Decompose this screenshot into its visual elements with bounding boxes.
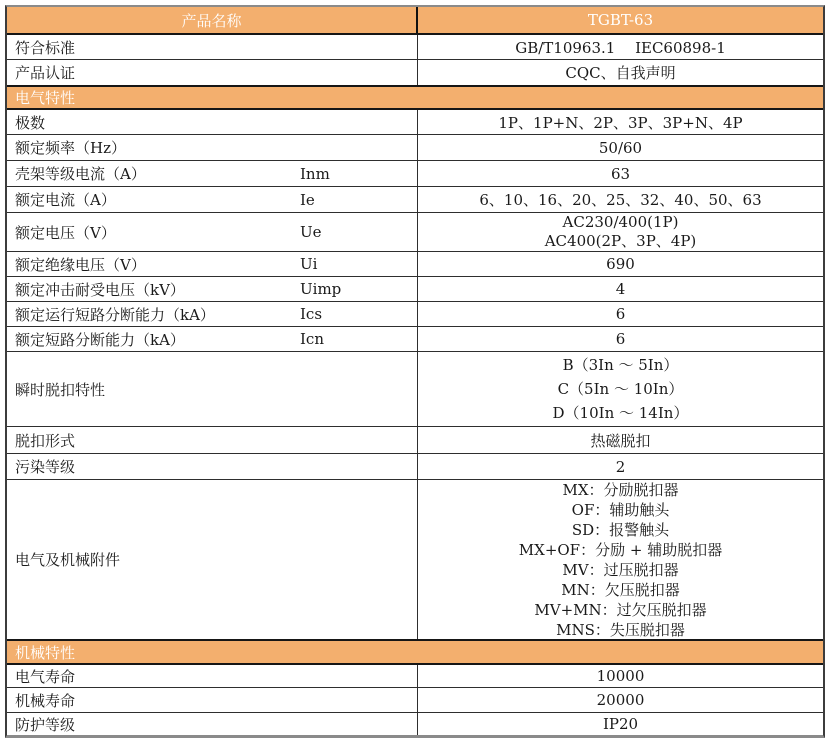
row-symbol: Ue [300,223,322,241]
row-value: 690 [606,255,635,273]
table-row [7,160,823,186]
row-label-cell [7,352,418,426]
table-row [7,326,823,351]
row-value-cell [418,688,823,712]
row-value-cell [418,35,823,59]
header-label-cell [7,7,418,33]
table-row [7,351,823,426]
row-label-cell [7,35,418,59]
row-value: 50/60 [598,138,643,157]
row-value: 6、10、16、20、25、32、40、50、63 [479,191,762,209]
table-row [7,712,823,735]
row-value-cell [418,327,823,351]
table-row [7,426,823,453]
section-title: 电气特性 [15,89,76,107]
row-value-cell [418,302,823,326]
row-value-cell [418,213,823,251]
table-row [7,479,823,639]
table-row [7,663,823,687]
row-value-line: MV+MN：过欠压脱扣器 [534,600,707,619]
table-row [7,212,823,251]
row-value-line: D（10In ～ 14In） [552,404,689,422]
row-value-line: MNS：失压脱扣器 [556,620,685,639]
row-label-cell [7,427,418,453]
row-label: 额定运行短路分断能力（kA） [15,305,215,324]
row-value: 6 [615,305,626,323]
table-header-row [7,7,823,33]
row-label: 额定电压（V） [15,223,116,242]
row-value-cell [418,161,823,186]
section-header-mechanical [7,639,823,663]
row-label-cell [7,302,418,326]
row-value-line: B（3In ～ 5In） [562,356,679,374]
row-label-cell [7,665,418,687]
table-row [7,33,823,59]
row-value-cell [418,252,823,276]
row-label-cell [7,161,418,186]
table-row [7,108,823,134]
row-label: 极数 [15,113,46,132]
row-label: 防护等级 [15,715,76,734]
row-label-cell [7,110,418,134]
row-symbol: Ui [300,255,318,273]
row-symbol: Uimp [300,280,342,298]
section-header-electrical [7,85,823,108]
table-row [7,251,823,276]
row-label: 产品认证 [15,64,76,82]
row-label: 污染等级 [15,458,76,476]
row-value: 20000 [596,691,645,709]
row-value-cell [418,665,823,687]
row-value-line: MX：分励脱扣器 [562,480,679,499]
row-value: 热磁脱扣 [590,431,651,450]
row-label: 符合标准 [15,38,76,57]
row-label: 额定频率（Hz） [15,139,126,157]
row-label: 机械寿命 [15,691,76,710]
row-symbol: Icn [300,330,324,348]
row-label-cell [7,713,418,735]
row-label: 脱扣形式 [15,431,76,450]
row-label: 额定电流（A） [15,191,116,209]
row-symbol: Ie [300,190,315,209]
section-title-cell [7,87,823,108]
row-value: 2 [615,457,626,476]
row-label: 壳架等级电流（A） [15,165,146,183]
row-label: 电气寿命 [15,667,76,686]
section-title-cell [7,641,823,663]
row-value-cell [418,713,823,735]
row-value-line: MN：欠压脱扣器 [561,580,680,599]
table-row [7,276,823,301]
row-label-cell [7,454,418,479]
row-value: CQC、自我声明 [565,64,676,82]
row-value-line: OF：辅助触头 [571,500,670,519]
row-value-cell [418,110,823,134]
row-label: 额定冲击耐受电压（kV） [15,280,185,299]
row-value-line: AC230/400(1P) [562,213,679,231]
row-value-cell [418,427,823,453]
product-spec-table [5,5,825,738]
product-name-header: 产品名称 [181,11,242,30]
row-label-cell [7,135,418,160]
row-value-line: MV：过压脱扣器 [562,560,679,579]
row-label-cell [7,60,418,85]
row-value-cell [418,454,823,479]
row-value-cell [418,480,823,639]
row-value-line: AC400(2P、3P、4P) [544,232,697,250]
row-label-cell [7,480,418,639]
row-label: 额定绝缘电压（V） [15,255,146,274]
table-row [7,687,823,712]
row-symbol: Inm [300,164,330,183]
row-value: 10000 [596,667,645,685]
section-title: 机械特性 [15,643,76,662]
row-value-cell [418,277,823,301]
table-row [7,134,823,160]
row-label: 瞬时脱扣特性 [15,380,106,399]
row-symbol: Ics [300,305,323,323]
row-value: 1P、1P+N、2P、3P、3P+N、4P [498,113,743,132]
row-value: 6 [615,330,626,348]
row-label: 额定短路分断能力（kA） [15,330,185,349]
row-value: 4 [615,280,626,298]
row-value: GB/T10963.1 IEC60898-1 [515,38,726,57]
row-value: IP20 [602,715,639,733]
row-label-cell [7,327,418,351]
row-value-cell [418,352,823,426]
table-row [7,186,823,212]
row-value-line: C（5In ～ 10In） [557,380,684,398]
row-value-cell [418,135,823,160]
row-label-cell [7,688,418,712]
row-label: 电气及机械附件 [15,551,121,569]
row-label-cell [7,252,418,276]
row-value: 63 [610,164,631,183]
row-label-cell [7,213,418,251]
row-label-cell [7,277,418,301]
row-value-line: SD：报警触头 [571,520,670,539]
product-model: TGBT-63 [587,11,654,29]
row-label-cell [7,187,418,212]
row-value-line: MX+OF：分励 + 辅助脱扣器 [518,540,723,559]
table-row [7,59,823,85]
table-row [7,301,823,326]
row-value-cell [418,187,823,212]
header-value-cell [418,7,823,33]
table-row [7,453,823,479]
row-value-cell [418,60,823,85]
